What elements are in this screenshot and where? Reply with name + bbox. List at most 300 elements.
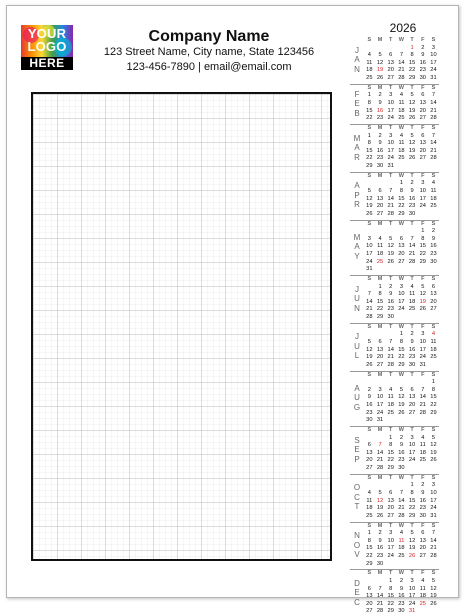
day-cell: 29 <box>398 210 405 217</box>
empty-day-cell <box>364 180 375 188</box>
day-cell: 16 <box>419 59 426 66</box>
day-cell: 1 <box>378 283 382 290</box>
empty-day-cell <box>417 163 428 171</box>
day-cell: 7 <box>431 92 436 99</box>
day-cell: 3 <box>389 530 393 537</box>
day-cell: 21 <box>430 545 437 552</box>
month-letter: P <box>354 454 360 464</box>
day-cell: 3 <box>431 44 436 51</box>
day-cell: 7 <box>378 442 382 449</box>
day-cell: 26 <box>376 74 384 81</box>
day-cell: 13 <box>376 346 384 353</box>
week-row <box>364 553 439 561</box>
day-cell: 7 <box>399 489 403 496</box>
day-cell: 20 <box>408 401 416 408</box>
day-cell: 3 <box>389 132 393 139</box>
day-cell: 23 <box>366 409 373 416</box>
day-cell: 5 <box>389 235 393 242</box>
day-cell: 2 <box>378 132 382 139</box>
empty-day-cell <box>385 561 396 569</box>
weekday-label: W <box>398 570 404 577</box>
day-cell: 13 <box>419 537 426 544</box>
day-cell: 28 <box>430 115 437 122</box>
day-cell: 12 <box>387 243 394 250</box>
day-cell: 9 <box>421 489 425 496</box>
day-cell: 13 <box>430 291 437 298</box>
week-row <box>364 259 439 267</box>
day-cell: 17 <box>408 449 416 456</box>
day-cell: 21 <box>408 250 416 257</box>
day-cell: 23 <box>387 306 394 313</box>
day-cell: 7 <box>431 530 436 537</box>
month-name <box>350 276 364 313</box>
day-cell: 10 <box>398 291 405 298</box>
day-cell: 25 <box>366 74 373 81</box>
weekday-label: M <box>377 84 383 91</box>
day-cell: 8 <box>410 489 414 496</box>
weekday-label: W <box>398 323 404 330</box>
month-letter: B <box>354 108 360 118</box>
week-row <box>364 211 439 219</box>
month-days-grid <box>364 523 439 569</box>
day-cell: 24 <box>366 258 373 265</box>
day-cell: 29 <box>408 74 416 81</box>
day-cell: 18 <box>398 107 405 114</box>
day-cell: 11 <box>419 442 426 449</box>
day-cell: 5 <box>431 577 436 584</box>
day-cell: 8 <box>421 235 425 242</box>
day-cell: 27 <box>376 210 384 217</box>
day-cell: 29 <box>430 409 437 416</box>
day-cell: 8 <box>399 187 403 194</box>
day-cell: 8 <box>367 99 371 106</box>
empty-day-cell <box>364 578 375 586</box>
empty-day-cell <box>385 417 396 425</box>
month-letter: P <box>354 190 360 200</box>
day-cell: 30 <box>366 417 373 424</box>
weekday-label: T <box>389 474 393 481</box>
day-cell: 24 <box>376 409 384 416</box>
weekday-header <box>364 37 439 45</box>
day-cell: 26 <box>366 361 373 368</box>
month-letter: A <box>354 55 360 65</box>
weekday-label: S <box>431 427 436 433</box>
weekday-label: M <box>377 323 383 330</box>
day-cell: 25 <box>387 409 394 416</box>
weekday-label: T <box>410 220 414 227</box>
month-letter: U <box>354 393 360 403</box>
day-cell: 27 <box>408 409 416 416</box>
empty-day-cell <box>364 379 375 387</box>
month-name <box>350 173 364 210</box>
day-cell: 18 <box>376 250 384 257</box>
day-cell: 23 <box>398 457 405 464</box>
weekday-label: T <box>389 522 393 529</box>
weekday-label: W <box>398 427 404 433</box>
weekday-label: F <box>421 84 425 91</box>
day-cell: 9 <box>389 291 393 298</box>
day-cell: 26 <box>387 258 394 265</box>
empty-day-cell <box>364 482 375 490</box>
day-cell: 18 <box>398 545 405 552</box>
day-cell: 30 <box>387 313 394 320</box>
day-cell: 15 <box>387 593 394 600</box>
day-cell: 28 <box>387 210 394 217</box>
weekday-label: W <box>398 220 404 227</box>
weekday-label: F <box>421 125 425 131</box>
empty-day-cell <box>364 435 375 443</box>
day-cell: 9 <box>410 187 414 194</box>
day-cell: 12 <box>408 99 416 106</box>
day-cell: 16 <box>419 497 426 504</box>
day-cell: 1 <box>399 180 403 187</box>
month-letter: R <box>354 152 360 162</box>
day-cell: 31 <box>430 74 437 81</box>
day-cell: 22 <box>408 67 416 74</box>
day-cell: 7 <box>431 132 436 139</box>
day-cell: 26 <box>408 155 416 162</box>
day-cell: 19 <box>408 545 416 552</box>
day-cell: 2 <box>410 180 414 187</box>
week-row <box>364 306 439 314</box>
weekday-header <box>364 324 439 332</box>
day-cell: 13 <box>387 59 394 66</box>
day-cell: 28 <box>408 258 416 265</box>
day-cell: 29 <box>376 313 384 320</box>
day-cell: 11 <box>398 537 405 544</box>
day-cell: 4 <box>421 434 425 441</box>
day-cell: 1 <box>389 577 393 584</box>
month-letter: O <box>353 483 361 493</box>
day-cell: 7 <box>410 235 414 242</box>
day-cell: 3 <box>421 180 425 187</box>
empty-day-cell <box>385 180 396 188</box>
week-row <box>364 601 439 609</box>
day-cell: 3 <box>399 283 403 290</box>
week-row <box>364 236 439 244</box>
week-row <box>364 266 439 274</box>
day-cell: 9 <box>378 537 382 544</box>
day-cell: 20 <box>398 250 405 257</box>
day-cell: 23 <box>430 250 437 257</box>
weekday-header <box>364 523 439 531</box>
day-cell: 1 <box>367 530 371 537</box>
day-cell: 8 <box>389 585 393 592</box>
week-row <box>364 379 439 387</box>
weekday-label: W <box>398 522 404 529</box>
empty-day-cell <box>375 45 386 53</box>
month-days-grid <box>364 37 439 83</box>
day-cell: 30 <box>408 210 416 217</box>
day-cell: 17 <box>376 401 384 408</box>
day-cell: 19 <box>419 298 426 305</box>
day-cell: 8 <box>378 291 382 298</box>
week-row <box>364 67 439 75</box>
day-cell: 20 <box>419 107 426 114</box>
day-cell: 6 <box>421 132 425 139</box>
month-days-grid <box>364 221 439 274</box>
day-cell: 16 <box>376 147 384 154</box>
empty-day-cell <box>407 465 418 473</box>
day-cell: 30 <box>398 464 405 471</box>
day-cell: 15 <box>376 298 384 305</box>
empty-day-cell <box>407 417 418 425</box>
day-cell: 22 <box>376 306 384 313</box>
day-cell: 6 <box>431 283 436 290</box>
day-cell: 27 <box>376 361 384 368</box>
day-cell: 2 <box>367 386 371 393</box>
day-cell: 31 <box>408 608 416 615</box>
day-cell: 21 <box>419 401 426 408</box>
day-cell: 17 <box>430 497 437 504</box>
empty-day-cell <box>385 379 396 387</box>
day-cell: 6 <box>421 530 425 537</box>
day-cell: 6 <box>367 442 371 449</box>
day-cell: 11 <box>366 497 373 504</box>
day-cell: 18 <box>408 298 416 305</box>
day-cell: 13 <box>419 99 426 106</box>
day-cell: 27 <box>398 258 405 265</box>
day-cell: 11 <box>398 99 405 106</box>
day-cell: 24 <box>408 457 416 464</box>
day-cell: 9 <box>431 235 436 242</box>
day-cell: 11 <box>366 59 373 66</box>
weekday-label: T <box>410 570 414 577</box>
week-row <box>364 133 439 141</box>
week-row <box>364 465 439 473</box>
day-cell: 18 <box>419 449 426 456</box>
day-cell: 17 <box>398 298 405 305</box>
day-cell: 13 <box>366 449 373 456</box>
day-cell: 11 <box>419 585 426 592</box>
day-cell: 21 <box>398 67 405 74</box>
weekday-label: T <box>410 323 414 330</box>
month-letter: A <box>354 242 360 252</box>
day-cell: 19 <box>376 67 384 74</box>
month-letter: N <box>354 531 360 541</box>
weekday-label: M <box>377 570 383 577</box>
day-cell: 25 <box>376 258 384 265</box>
month-name <box>350 523 364 560</box>
day-cell: 7 <box>378 585 382 592</box>
month-letter: J <box>355 45 359 55</box>
week-row <box>364 578 439 586</box>
empty-day-cell <box>407 561 418 569</box>
empty-day-cell <box>428 362 439 370</box>
day-cell: 17 <box>387 107 394 114</box>
day-cell: 12 <box>430 585 437 592</box>
day-cell: 14 <box>430 140 437 147</box>
empty-day-cell <box>428 608 439 616</box>
day-cell: 1 <box>410 482 414 489</box>
day-cell: 10 <box>387 537 394 544</box>
month-letter: E <box>354 588 360 598</box>
day-cell: 24 <box>430 67 437 74</box>
empty-day-cell <box>417 379 428 387</box>
day-cell: 13 <box>419 140 426 147</box>
weekday-label: M <box>377 125 383 131</box>
day-cell: 5 <box>378 52 382 59</box>
day-cell: 27 <box>430 306 437 313</box>
day-cell: 28 <box>398 512 405 519</box>
day-cell: 21 <box>376 457 384 464</box>
day-cell: 18 <box>398 147 405 154</box>
logo-here-text: HERE <box>29 56 65 70</box>
day-cell: 14 <box>398 497 405 504</box>
weekday-label: S <box>367 522 372 529</box>
day-cell: 2 <box>421 482 425 489</box>
day-cell: 11 <box>430 187 437 194</box>
day-cell: 8 <box>399 338 403 345</box>
day-cell: 14 <box>387 195 394 202</box>
empty-day-cell <box>375 435 386 443</box>
empty-day-cell <box>396 482 407 490</box>
weekday-label: T <box>389 172 393 179</box>
day-cell: 17 <box>366 250 373 257</box>
day-cell: 4 <box>399 530 403 537</box>
day-cell: 29 <box>419 258 426 265</box>
day-cell: 22 <box>398 354 405 361</box>
day-cell: 24 <box>387 552 394 559</box>
empty-day-cell <box>417 211 428 219</box>
day-cell: 27 <box>419 155 426 162</box>
graph-paper-area[interactable] <box>31 92 332 561</box>
day-cell: 15 <box>366 545 373 552</box>
weekday-label: F <box>421 474 425 481</box>
day-cell: 16 <box>387 298 394 305</box>
day-cell: 16 <box>366 401 373 408</box>
empty-day-cell <box>385 331 396 339</box>
week-row <box>364 482 439 490</box>
day-cell: 14 <box>366 298 373 305</box>
weekday-label: T <box>389 323 393 330</box>
month-letter: L <box>354 351 360 361</box>
weekday-label: S <box>431 276 436 282</box>
day-cell: 17 <box>387 545 394 552</box>
day-cell: 22 <box>366 155 373 162</box>
empty-day-cell <box>375 228 386 236</box>
day-cell: 11 <box>398 140 405 147</box>
week-row <box>364 608 439 616</box>
day-cell: 17 <box>387 147 394 154</box>
month-letter: O <box>353 540 361 550</box>
day-cell: 14 <box>387 346 394 353</box>
week-row <box>364 196 439 204</box>
day-cell: 29 <box>387 464 394 471</box>
day-cell: 24 <box>408 600 416 607</box>
day-cell: 19 <box>366 203 373 210</box>
weekday-label: F <box>421 37 425 43</box>
week-row <box>364 251 439 259</box>
company-name: Company Name <box>148 28 270 45</box>
day-cell: 12 <box>376 59 384 66</box>
day-cell: 28 <box>376 464 384 471</box>
month-letter: U <box>354 341 360 351</box>
week-row <box>364 387 439 395</box>
day-cell: 20 <box>430 298 437 305</box>
weekday-label: M <box>377 276 383 282</box>
day-cell: 5 <box>421 283 425 290</box>
empty-day-cell <box>375 331 386 339</box>
day-cell: 12 <box>366 346 373 353</box>
day-cell: 4 <box>431 180 436 187</box>
day-cell: 5 <box>378 489 382 496</box>
day-cell: 15 <box>387 449 394 456</box>
day-cell: 26 <box>430 457 437 464</box>
day-cell: 6 <box>378 338 382 345</box>
month-days-grid <box>364 324 439 370</box>
weekday-label: F <box>421 371 425 378</box>
weekday-label: W <box>398 474 404 481</box>
day-cell: 12 <box>419 291 426 298</box>
weekday-label: S <box>367 172 372 179</box>
day-cell: 31 <box>387 162 394 169</box>
month-name <box>350 570 364 607</box>
month-letter: G <box>353 402 361 412</box>
day-cell: 2 <box>389 283 393 290</box>
week-row <box>364 561 439 569</box>
day-cell: 1 <box>399 331 403 338</box>
day-cell: 1 <box>421 228 425 235</box>
weekday-label: F <box>421 570 425 577</box>
empty-day-cell <box>417 608 428 616</box>
day-cell: 31 <box>366 266 373 273</box>
week-row <box>364 180 439 188</box>
week-row <box>364 45 439 53</box>
day-cell: 16 <box>430 243 437 250</box>
month-block <box>350 372 439 425</box>
day-cell: 7 <box>389 187 393 194</box>
day-cell: 30 <box>408 361 416 368</box>
month-name <box>350 427 364 464</box>
month-letter: F <box>354 89 360 99</box>
day-cell: 6 <box>378 187 382 194</box>
week-row <box>364 362 439 370</box>
week-row <box>364 228 439 236</box>
day-cell: 29 <box>366 560 373 567</box>
empty-day-cell <box>375 379 386 387</box>
month-letter: M <box>353 133 361 143</box>
day-cell: 11 <box>387 394 394 401</box>
weekday-label: W <box>398 172 404 179</box>
weekday-label: F <box>421 427 425 433</box>
empty-day-cell <box>396 417 407 425</box>
day-cell: 24 <box>430 505 437 512</box>
empty-day-cell <box>364 331 375 339</box>
week-row <box>364 331 439 339</box>
day-cell: 4 <box>410 283 414 290</box>
company-contact: 123-456-7890 | email@email.com <box>126 61 292 73</box>
day-cell: 11 <box>430 338 437 345</box>
day-cell: 18 <box>366 67 373 74</box>
day-cell: 9 <box>367 394 371 401</box>
day-cell: 28 <box>376 608 384 615</box>
day-cell: 20 <box>366 600 373 607</box>
day-cell: 5 <box>410 530 414 537</box>
day-cell: 30 <box>419 512 426 519</box>
weekday-label: W <box>398 371 404 378</box>
empty-day-cell <box>385 482 396 490</box>
month-days-grid <box>364 570 439 616</box>
week-row <box>364 60 439 68</box>
day-cell: 16 <box>376 107 384 114</box>
day-cell: 8 <box>410 52 414 59</box>
weekday-label: S <box>431 371 436 378</box>
day-cell: 16 <box>408 195 416 202</box>
day-cell: 2 <box>378 530 382 537</box>
empty-day-cell <box>428 417 439 425</box>
month-letter: A <box>354 143 360 153</box>
